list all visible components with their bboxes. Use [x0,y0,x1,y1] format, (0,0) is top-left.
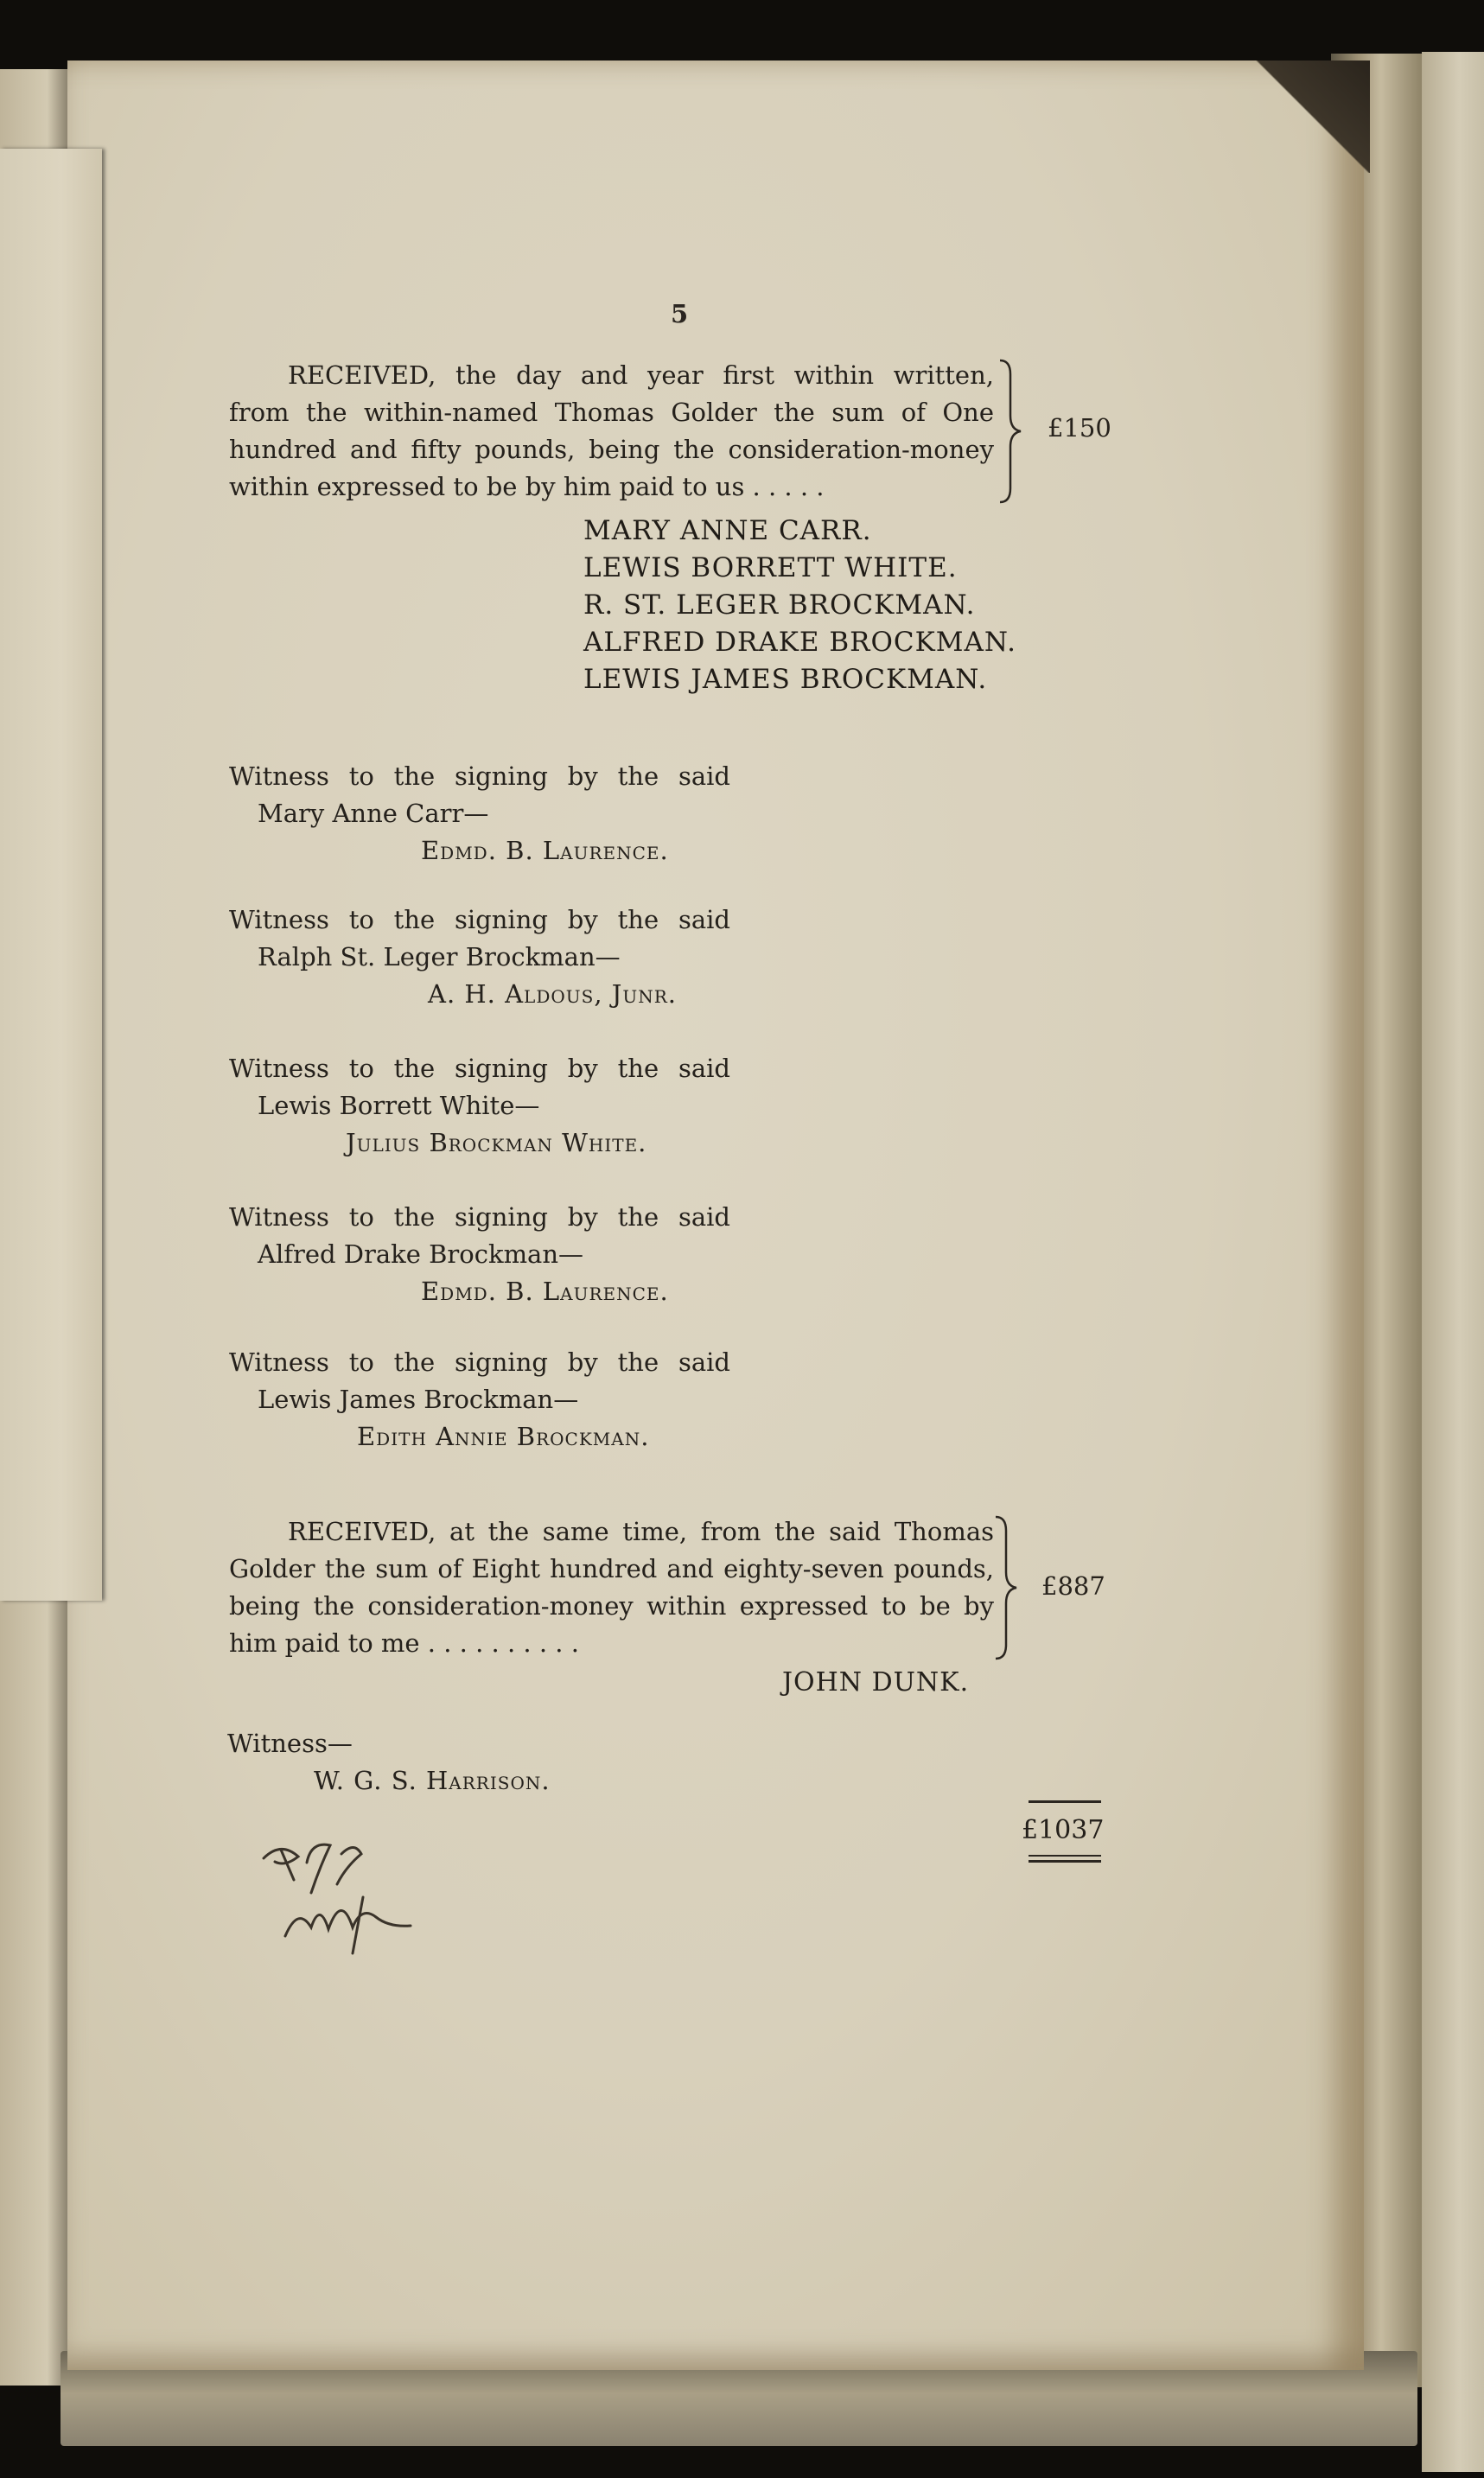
folded-corner [1253,61,1370,173]
final-witness-label: Witness— [227,1729,353,1758]
witness-name: Edith Annie Brockman. [357,1422,650,1451]
signatory-name: ALFRED DRAKE BROCKMAN. [583,627,1016,658]
witness-intro: Witness to the signing by the said [229,1054,730,1083]
brace-receipt-second [994,1513,1020,1662]
receipt-line: within expressed to be by him paid to us . . . . . [229,472,825,501]
witness-intro: Witness to the signing by the said [229,1347,730,1377]
receipt-signer: JOHN DUNK. [782,1667,970,1698]
witness-signer: Alfred Drake Brockman— [258,1239,584,1269]
total-rule-bottom [1029,1860,1101,1863]
amount-first: £150 [1048,413,1111,443]
signatory-name: MARY ANNE CARR. [583,515,872,546]
witness-signer: Lewis Borrett White— [258,1091,540,1120]
witness-block [229,1344,730,1456]
witness-signer: Lewis James Brockman— [258,1385,579,1414]
witness-intro: Witness to the signing by the said [229,761,730,791]
final-witness-name: W. G. S. Harrison. [314,1766,551,1795]
receipt-line: Golder the sum of Eight hundred and eighty-seven pounds, [229,1554,994,1583]
witness-name: Edmd. B. Laurence. [421,1277,669,1306]
signatory-name: R. ST. LEGER BROCKMAN. [583,589,976,621]
amount-second: £887 [1041,1571,1105,1601]
receipt-line: RECEIVED, the day and year first within written, [288,360,994,390]
brace-receipt-first [998,357,1024,506]
witness-intro: Witness to the signing by the said [229,1202,730,1232]
receipt-line: hundred and fifty pounds, being the consideration-money [229,435,994,464]
receipt-line: RECEIVED, at the same time, from the said Thomas [288,1517,994,1546]
witness-name: Edmd. B. Laurence. [421,836,669,865]
receipt-line: being the consideration-money within expressed to be by [229,1591,994,1621]
witness-name: Julius Brockman White. [346,1128,647,1157]
inserted-leaf [0,149,102,1601]
witness-block [229,1199,730,1310]
receipt-line: him paid to me . . . . . . . . . . [229,1628,579,1658]
receipt-line: from the within-named Thomas Golder the sum of One [229,398,994,427]
total-rule-top [1029,1800,1101,1803]
final-witness-block [227,1725,551,1800]
witness-block [229,901,730,1013]
witness-name: A. H. Aldous, Junr. [428,979,678,1009]
witness-block [229,758,730,870]
witness-block [229,1050,730,1162]
page-number: 5 [671,299,689,328]
receipt-second [229,1513,994,1662]
total-amount: £1037 [1022,1815,1105,1845]
book-backing [1422,52,1484,2472]
signatory-name: LEWIS BORRETT WHITE. [583,552,958,583]
handwritten-initials-mark [259,1832,458,1979]
signatory-list [583,513,1016,698]
signatory-name: LEWIS JAMES BROCKMAN. [583,664,988,695]
total-rule-bottom [1029,1855,1101,1857]
witness-signer: Mary Anne Carr— [258,799,489,828]
witness-intro: Witness to the signing by the said [229,905,730,934]
receipt-first [229,357,994,506]
witness-signer: Ralph St. Leger Brockman— [258,942,621,971]
